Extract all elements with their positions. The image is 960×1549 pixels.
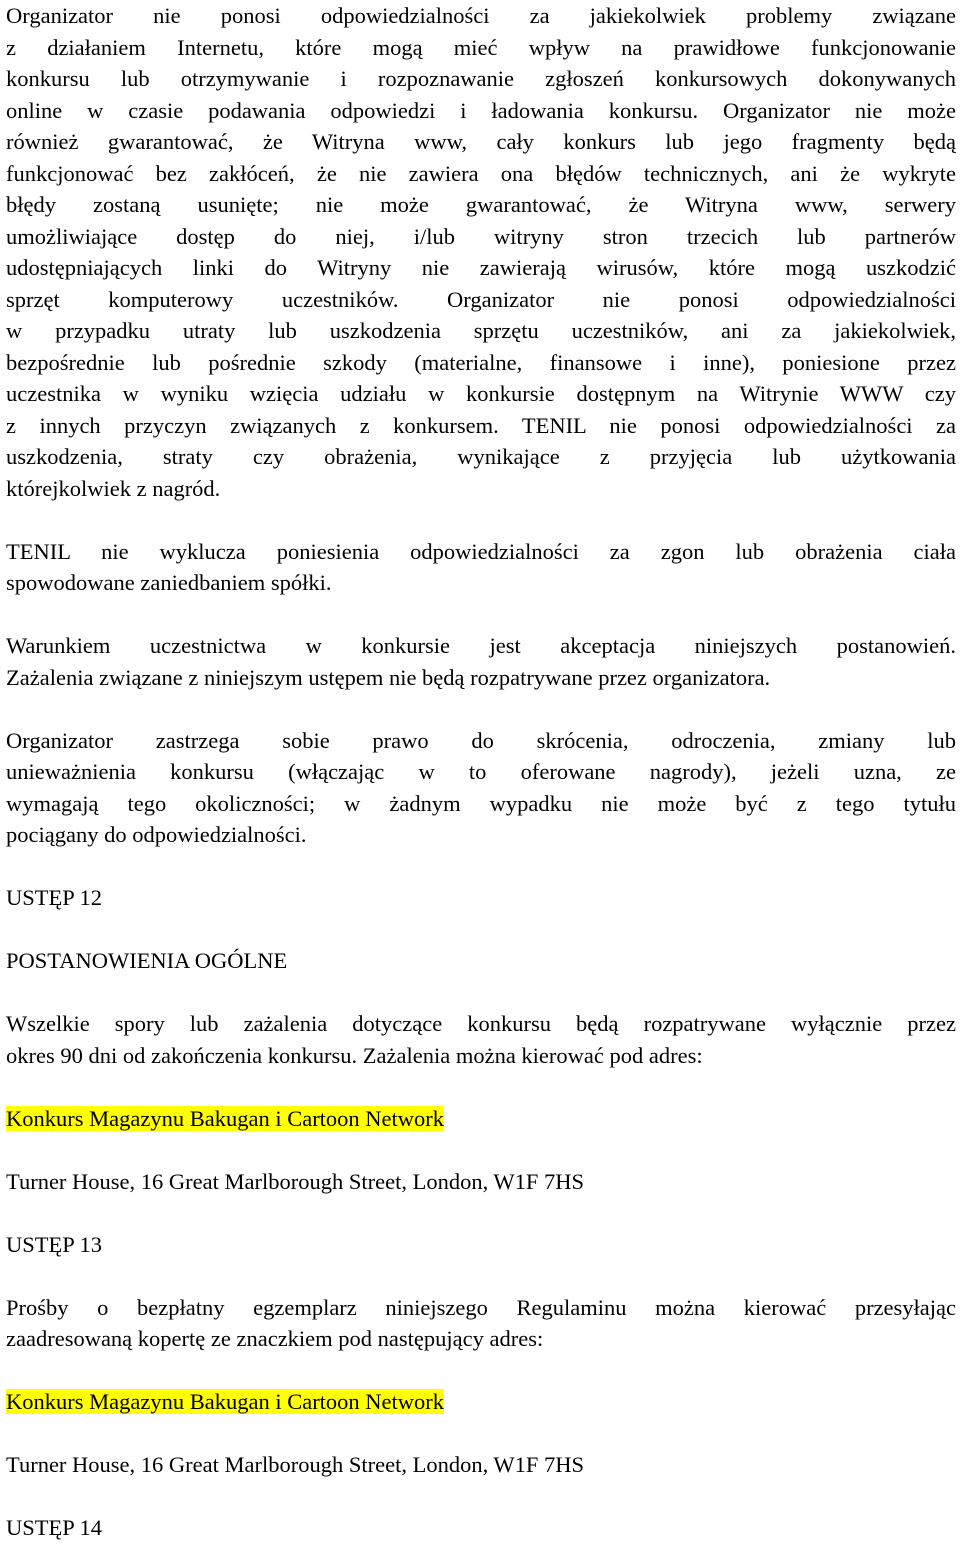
text-line: sprzęt komputerowy uczestników. Organizator nie ponosi odpowiedzialności xyxy=(6,286,956,312)
paragraph-gap xyxy=(6,1481,956,1513)
text-line: wymagają tego okoliczności; w żadnym wypadku nie może być z tego tytułu xyxy=(6,790,956,816)
paragraph-gap xyxy=(6,1071,956,1103)
text-line: udostępniających linki do Witryny nie zawierają wirusów, które mogą uszkodzić xyxy=(6,255,956,280)
text-line: z innych przyczyn związanych z konkursem. TENIL nie ponosi odpowiedzialności za xyxy=(6,412,956,438)
text-line: okres 90 dni od zakończenia konkursu. Zażalenia można kierować pod adres: xyxy=(6,1042,703,1068)
text-line: uszkodzenia, straty czy obrażenia, wynikające z przyjęcia lub użytkowania xyxy=(6,444,956,469)
highlighted-address-name: Konkurs Magazynu Bakugan i Cartoon Network xyxy=(6,1105,445,1131)
paragraph-gap xyxy=(6,1134,956,1166)
section-heading: USTĘP 13 xyxy=(6,1231,103,1257)
section-heading: USTĘP 12 xyxy=(6,885,103,910)
text-line: unieważnienia konkursu (włączając w to oferowane nagrody), jeżeli uzna, ze xyxy=(6,759,956,784)
section-heading-14 xyxy=(6,1512,956,1544)
section-heading: USTĘP 14 xyxy=(6,1515,103,1540)
paragraph-gap xyxy=(6,1260,956,1292)
address-street: Turner House, 16 Great Marlborough Street, London, W1F 7HS xyxy=(6,1452,585,1477)
address-street-block xyxy=(6,1449,956,1481)
text-line: błędy zostaną usunięte; nie może gwarantować, że Witryna www, serwery xyxy=(6,192,956,217)
text-line: Wszelkie spory lub zażalenia dotyczące konkursu będą rozpatrywane wyłącznie przez xyxy=(6,1011,956,1036)
paragraph-gap xyxy=(6,851,956,883)
address-name-block xyxy=(6,1386,956,1418)
highlighted-address-name: Konkurs Magazynu Bakugan i Cartoon Network xyxy=(6,1389,445,1414)
text-line: konkursu lub otrzymywanie i rozpoznawanie zgłoszeń konkursowych dokonywanych xyxy=(6,66,956,91)
text-line: umożliwiające dostęp do niej, i/lub witryny stron trzecich lub partnerów xyxy=(6,223,956,249)
paragraph-gap xyxy=(6,1418,956,1450)
address-name-block xyxy=(6,1103,956,1135)
paragraph-regulation-copy xyxy=(6,1292,956,1355)
text-line: również gwarantować, że Witryna www, cały konkurs lub jego fragmenty będą xyxy=(6,129,956,154)
text-line: Prośby o bezpłatny egzemplarz niniejszego Regulaminu można kierować przesyłając xyxy=(6,1294,956,1320)
paragraph-gap xyxy=(6,914,956,946)
paragraph-tenil-exclusion xyxy=(6,536,956,599)
text-line: Warunkiem uczestnictwa w konkursie jest akceptacja niniejszych postanowień. xyxy=(6,633,956,658)
paragraph-organizer-rights xyxy=(6,725,956,851)
text-line: TENIL nie wyklucza poniesienia odpowiedzialności za zgon lub obrażenia ciała xyxy=(6,538,956,564)
text-line: Organizator nie ponosi odpowiedzialności za jakiekolwiek problemy związane xyxy=(6,3,956,28)
section-title: POSTANOWIENIA OGÓLNE xyxy=(6,948,288,973)
text-line: funkcjonować bez zakłóceń, że nie zawiera ona błędów technicznych, ani że wykryte xyxy=(6,160,956,186)
section-heading-13 xyxy=(6,1229,956,1261)
paragraph-gap xyxy=(6,977,956,1009)
paragraph-gap xyxy=(6,599,956,631)
text-line: uczestnika w wyniku wzięcia udziału w konkursie dostępnym na Witrynie WWW czy xyxy=(6,381,956,406)
text-line: w przypadku utraty lub uszkodzenia sprzętu uczestników, ani za jakiekolwiek, xyxy=(6,318,956,343)
paragraph-gap xyxy=(6,1197,956,1229)
paragraph-gap xyxy=(6,1355,956,1387)
text-line: Organizator zastrzega sobie prawo do skrócenia, odroczenia, zmiany lub xyxy=(6,727,956,753)
text-line: zaadresowaną kopertę ze znaczkiem pod następujący adres: xyxy=(6,1326,544,1351)
text-line: spowodowane zaniedbaniem spółki. xyxy=(6,570,332,595)
text-line: online w czasie podawania odpowiedzi i ładowania konkursu. Organizator nie może xyxy=(6,97,956,123)
text-line: którejkolwiek z nagród. xyxy=(6,475,221,501)
document-page xyxy=(6,0,956,1544)
address-street-block xyxy=(6,1166,956,1198)
text-line: z działaniem Internetu, które mogą mieć wpływ na prawidłowe funkcjonowanie xyxy=(6,34,956,60)
text-line: bezpośrednie lub pośrednie szkody (materialne, finansowe i inne), poniesione przez xyxy=(6,349,956,375)
paragraph-gap xyxy=(6,504,956,536)
text-line: pociągany do odpowiedzialności. xyxy=(6,822,307,847)
address-street: Turner House, 16 Great Marlborough Street, London, W1F 7HS xyxy=(6,1168,585,1194)
paragraph-participation-condition xyxy=(6,630,956,693)
paragraph-liability xyxy=(6,0,956,504)
text-line: Zażalenia związane z niniejszym ustępem nie będą rozpatrywane przez organizatora. xyxy=(6,664,771,690)
paragraph-gap xyxy=(6,693,956,725)
paragraph-complaints xyxy=(6,1008,956,1071)
section-title-general-provisions xyxy=(6,945,956,977)
section-heading-12 xyxy=(6,882,956,914)
